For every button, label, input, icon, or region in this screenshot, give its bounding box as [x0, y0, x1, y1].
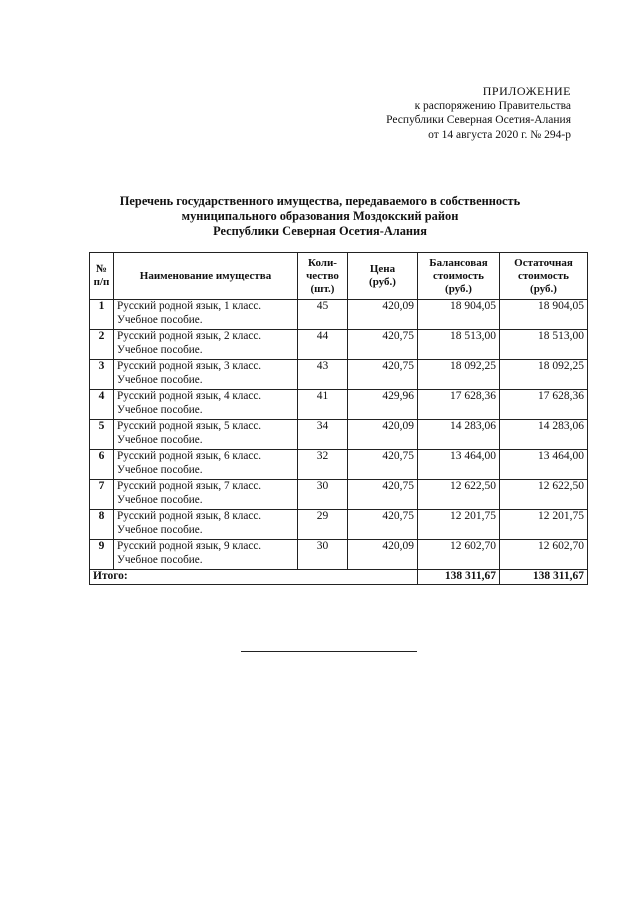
row-name: Русский родной язык, 4 класс. Учебное пособие. [114, 390, 298, 420]
row-num: 3 [90, 360, 114, 390]
row-qty: 41 [298, 390, 348, 420]
row-name: Русский родной язык, 1 класс. Учебное пособие. [114, 300, 298, 330]
header-name: Наименование имущества [114, 253, 298, 300]
total-label: Итого: [90, 570, 418, 585]
row-name: Русский родной язык, 7 класс. Учебное пособие. [114, 480, 298, 510]
appendix-line-date: от 14 августа 2020 г. № 294-р [428, 128, 571, 141]
table-row [90, 360, 588, 390]
row-balance: 14 283,06 [418, 420, 500, 450]
property-table [89, 252, 588, 585]
row-balance: 18 904,05 [418, 300, 500, 330]
row-residual: 12 201,75 [500, 510, 588, 540]
row-name: Русский родной язык, 2 класс. Учебное пособие. [114, 330, 298, 360]
row-price: 420,75 [348, 360, 418, 390]
table-row [90, 390, 588, 420]
row-price: 420,75 [348, 450, 418, 480]
row-price: 420,75 [348, 330, 418, 360]
title-line-3: Республики Северная Осетия-Алания [213, 224, 427, 238]
row-balance: 18 092,25 [418, 360, 500, 390]
table-row [90, 540, 588, 570]
total-residual: 138 311,67 [500, 570, 588, 585]
table-row [90, 420, 588, 450]
header-balance: Балансовая стоимость (руб.) [418, 253, 500, 300]
total-balance: 138 311,67 [418, 570, 500, 585]
row-qty: 34 [298, 420, 348, 450]
signature-line [241, 651, 417, 652]
row-name: Русский родной язык, 5 класс. Учебное пособие. [114, 420, 298, 450]
row-qty: 30 [298, 540, 348, 570]
header-residual: Остаточная стоимость (руб.) [500, 253, 588, 300]
table-header-row [90, 253, 588, 300]
row-num: 8 [90, 510, 114, 540]
row-price: 420,75 [348, 480, 418, 510]
total-row [90, 570, 588, 585]
row-num: 2 [90, 330, 114, 360]
row-qty: 45 [298, 300, 348, 330]
row-residual: 18 904,05 [500, 300, 588, 330]
row-balance: 17 628,36 [418, 390, 500, 420]
table-row [90, 330, 588, 360]
row-residual: 17 628,36 [500, 390, 588, 420]
appendix-line-republic: Республики Северная Осетия-Алания [386, 114, 571, 126]
row-price: 420,09 [348, 420, 418, 450]
row-num: 5 [90, 420, 114, 450]
row-name: Русский родной язык, 8 класс. Учебное пособие. [114, 510, 298, 540]
row-balance: 18 513,00 [418, 330, 500, 360]
header-qty: Коли- чество (шт.) [298, 253, 348, 300]
row-name: Русский родной язык, 3 класс. Учебное пособие. [114, 360, 298, 390]
title-line-2: муниципального образования Моздокский район [181, 209, 459, 223]
row-qty: 32 [298, 450, 348, 480]
row-num: 9 [90, 540, 114, 570]
row-price: 420,75 [348, 510, 418, 540]
header-price: Цена (руб.) [348, 253, 418, 300]
table-row [90, 450, 588, 480]
table-row [90, 510, 588, 540]
row-name: Русский родной язык, 6 класс. Учебное пособие. [114, 450, 298, 480]
table-row [90, 300, 588, 330]
row-residual: 18 513,00 [500, 330, 588, 360]
document-title [60, 194, 580, 239]
row-residual: 14 283,06 [500, 420, 588, 450]
row-num: 1 [90, 300, 114, 330]
row-num: 4 [90, 390, 114, 420]
row-qty: 29 [298, 510, 348, 540]
row-price: 429,96 [348, 390, 418, 420]
row-residual: 12 622,50 [500, 480, 588, 510]
appendix-heading: ПРИЛОЖЕНИЕ [482, 84, 571, 98]
row-num: 6 [90, 450, 114, 480]
row-residual: 12 602,70 [500, 540, 588, 570]
row-residual: 18 092,25 [500, 360, 588, 390]
header-num: № п/п [90, 253, 114, 300]
title-line-1: Перечень государственного имущества, передаваемого в собственность [119, 194, 521, 208]
row-qty: 44 [298, 330, 348, 360]
row-num: 7 [90, 480, 114, 510]
row-balance: 13 464,00 [418, 450, 500, 480]
row-price: 420,09 [348, 540, 418, 570]
appendix-line-order: к распоряжению Правительства [414, 99, 571, 112]
row-qty: 30 [298, 480, 348, 510]
row-price: 420,09 [348, 300, 418, 330]
row-qty: 43 [298, 360, 348, 390]
row-balance: 12 602,70 [418, 540, 500, 570]
row-balance: 12 622,50 [418, 480, 500, 510]
row-name: Русский родной язык, 9 класс. Учебное пособие. [114, 540, 298, 570]
table-row [90, 480, 588, 510]
row-balance: 12 201,75 [418, 510, 500, 540]
appendix-block [311, 84, 571, 142]
row-residual: 13 464,00 [500, 450, 588, 480]
